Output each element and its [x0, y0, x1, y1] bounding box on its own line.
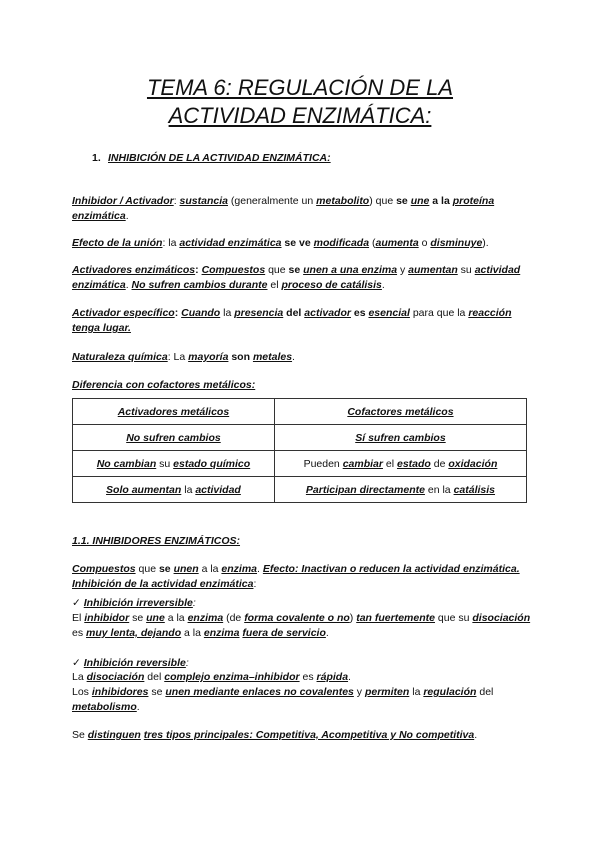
text: de: [430, 457, 449, 470]
paragraph-reversible-1: [72, 670, 532, 685]
keyword: complejo enzima–inhibidor: [164, 671, 300, 683]
check-icon: ✓: [72, 597, 81, 609]
text: la: [409, 686, 424, 698]
text: El: [72, 612, 85, 624]
keyword: Compuestos: [72, 563, 136, 575]
text: ).: [482, 237, 489, 249]
keyword: proceso de catálisis: [281, 279, 382, 291]
keyword: Participan directamente: [305, 483, 425, 496]
paragraph-efecto: [72, 236, 532, 251]
keyword: presencia: [234, 307, 284, 319]
term-naturaleza: Naturaleza química: [72, 351, 168, 363]
keyword: metales: [252, 351, 293, 363]
keyword: activador: [304, 307, 351, 319]
text: del: [283, 307, 305, 319]
text: o: [418, 237, 431, 249]
term-activadores: Activadores enzimáticos: [72, 264, 196, 276]
text: es: [299, 671, 317, 683]
keyword: esencial: [368, 307, 410, 319]
text: del: [476, 686, 494, 698]
text: :: [185, 657, 189, 669]
text: del: [144, 671, 165, 683]
comparison-table: [72, 398, 527, 503]
text: son: [228, 351, 253, 363]
keyword: actividad enzimática: [179, 237, 282, 249]
text: (generalmente un: [228, 195, 317, 207]
text: la: [181, 483, 196, 496]
text: La: [72, 671, 87, 683]
keyword: disociación: [472, 612, 531, 624]
text: su: [457, 264, 475, 276]
keyword: unen a una enzima: [303, 264, 398, 276]
text: : La: [167, 351, 189, 363]
text: a la: [164, 612, 188, 624]
keyword: unen: [173, 563, 199, 575]
keyword: estado: [396, 457, 431, 470]
text: y: [397, 264, 409, 276]
text: a la: [181, 627, 204, 639]
text: :: [192, 597, 196, 609]
keyword: se: [396, 195, 411, 207]
keyword: cambiar: [342, 457, 383, 470]
keyword: Sí sufren cambios: [355, 431, 446, 444]
text: a la: [198, 563, 222, 575]
check-icon: ✓: [72, 657, 81, 669]
paragraph-reversible-2: [72, 685, 532, 715]
title-line-2: ACTIVIDAD ENZIMÁTICA:: [168, 103, 432, 128]
section-1-text: INHIBICIÓN DE LA ACTIVIDAD ENZIMÁTICA:: [108, 152, 331, 164]
text: es: [350, 307, 369, 319]
text: y: [353, 686, 365, 698]
page-title: [0, 74, 600, 130]
keyword: se: [158, 563, 174, 575]
text: se: [129, 612, 147, 624]
keyword: enzima: [203, 627, 240, 639]
table-header-cell: [73, 399, 275, 425]
diferencia-heading: Diferencia con cofactores metálicos:: [72, 379, 256, 391]
text: a la: [429, 195, 453, 207]
keyword: aumentan: [408, 264, 458, 276]
keyword: proteína enzimática: [72, 195, 495, 222]
keyword: Cuando: [181, 307, 221, 319]
text: ): [349, 612, 357, 624]
text: Los: [72, 686, 92, 698]
text: .: [125, 210, 129, 222]
text: .: [257, 563, 263, 575]
keyword: catálisis: [453, 483, 496, 496]
keyword: muy lenta, dejando: [86, 627, 182, 639]
keyword: tres tipos principales: Competitiva, Acompetitiva y No competitiva: [143, 729, 475, 741]
text: .: [125, 279, 132, 291]
text: se ve: [281, 237, 314, 249]
text: .: [381, 279, 385, 291]
section-1-1-heading: 1.1. INHIBIDORES ENZIMÁTICOS:: [72, 535, 241, 547]
keyword: Inhibición irreversible: [83, 597, 193, 609]
keyword: oxidación: [448, 457, 498, 470]
paragraph-especifico: [72, 306, 532, 336]
section-1-heading: [92, 152, 331, 164]
text: el: [382, 457, 397, 470]
table-cell: [274, 451, 526, 477]
text: .: [292, 351, 295, 363]
text: para que la: [409, 307, 469, 319]
keyword: No cambian: [96, 457, 157, 470]
text: .: [136, 701, 140, 713]
keyword: tan fuertemente: [356, 612, 435, 624]
keyword: enzima: [221, 563, 258, 575]
text: :: [195, 264, 202, 276]
table-cell: [274, 425, 526, 451]
title-line-1: TEMA 6: REGULACIÓN DE LA: [146, 75, 454, 100]
keyword: inhibidor: [84, 612, 130, 624]
reversible-heading: [72, 656, 532, 671]
text: :: [253, 578, 257, 590]
text: Pueden: [303, 457, 343, 470]
text: .: [348, 671, 351, 683]
paragraph-inhibidor: [72, 194, 532, 224]
keyword: une: [410, 195, 430, 207]
text: (de: [223, 612, 245, 624]
text: que su: [434, 612, 473, 624]
keyword: modificada: [313, 237, 370, 249]
keyword: aumenta: [375, 237, 419, 249]
keyword: metabolismo: [72, 701, 137, 713]
keyword: Cofactores metálicos: [347, 405, 454, 418]
table-row: [73, 425, 527, 451]
keyword: enzima: [187, 612, 224, 624]
table-header-cell: [274, 399, 526, 425]
keyword: une: [146, 612, 165, 624]
keyword: estado químico: [173, 457, 251, 470]
keyword: reacción tenga lugar.: [72, 307, 512, 334]
keyword: No sufren cambios: [126, 431, 221, 444]
keyword: Activadores metálicos: [117, 405, 230, 418]
text: el: [267, 279, 282, 291]
keyword: permiten: [364, 686, 410, 698]
paragraph-tipos: [72, 728, 532, 743]
keyword: mayoría: [188, 351, 229, 363]
irreversible-heading: [72, 596, 532, 611]
text: que: [265, 264, 289, 276]
text: :: [173, 195, 180, 207]
text: la: [220, 307, 235, 319]
paragraph-activadores: [72, 263, 532, 293]
term-especifico: Activador específico: [72, 307, 175, 319]
text: se: [148, 686, 166, 698]
keyword: Solo aumentan: [106, 483, 182, 496]
keyword: disminuye: [430, 237, 483, 249]
text: (: [369, 237, 376, 249]
text: es: [72, 627, 87, 639]
table-cell: [73, 477, 275, 503]
keyword: No sufren cambios durante: [131, 279, 268, 291]
keyword: actividad enzimática: [72, 264, 521, 291]
keyword: Efecto: Inactivan o reducen la actividad enzimática. Inhibición de la actividad enzimática: [72, 563, 520, 590]
term-inhibidor: Inhibidor / Activador: [72, 195, 174, 207]
keyword: distinguen: [87, 729, 141, 741]
keyword: sustancia: [179, 195, 228, 207]
text: que: [135, 563, 159, 575]
paragraph-compuestos: [72, 562, 532, 592]
table-header-row: [73, 399, 527, 425]
term-efecto: Efecto de la unión: [72, 237, 163, 249]
keyword: Compuestos: [201, 264, 266, 276]
table-row: [73, 477, 527, 503]
table-cell: [73, 451, 275, 477]
text: :: [174, 307, 182, 319]
keyword: disociación: [86, 671, 145, 683]
keyword: se: [288, 264, 304, 276]
section-1-number: 1.: [92, 152, 101, 164]
paragraph-naturaleza: [72, 350, 532, 365]
text: : la: [162, 237, 180, 249]
keyword: unen mediante enlaces no covalentes: [165, 686, 354, 698]
text: su: [156, 457, 174, 470]
keyword: actividad: [195, 483, 241, 496]
keyword: Inhibición reversible: [83, 657, 186, 669]
keyword: regulación: [423, 686, 477, 698]
text: en la: [424, 483, 454, 496]
table-cell: [73, 425, 275, 451]
keyword: rápida: [316, 671, 349, 683]
keyword: inhibidores: [91, 686, 149, 698]
text: .: [325, 627, 329, 639]
paragraph-irreversible: [72, 611, 532, 641]
table-cell: [274, 477, 526, 503]
text: .: [474, 729, 478, 741]
table-row: [73, 451, 527, 477]
keyword: metabolito: [316, 195, 370, 207]
text: Se: [72, 729, 88, 741]
text: ) que: [369, 195, 397, 207]
keyword: forma covalente o no: [244, 612, 350, 624]
keyword: fuera de servicio: [242, 627, 326, 639]
